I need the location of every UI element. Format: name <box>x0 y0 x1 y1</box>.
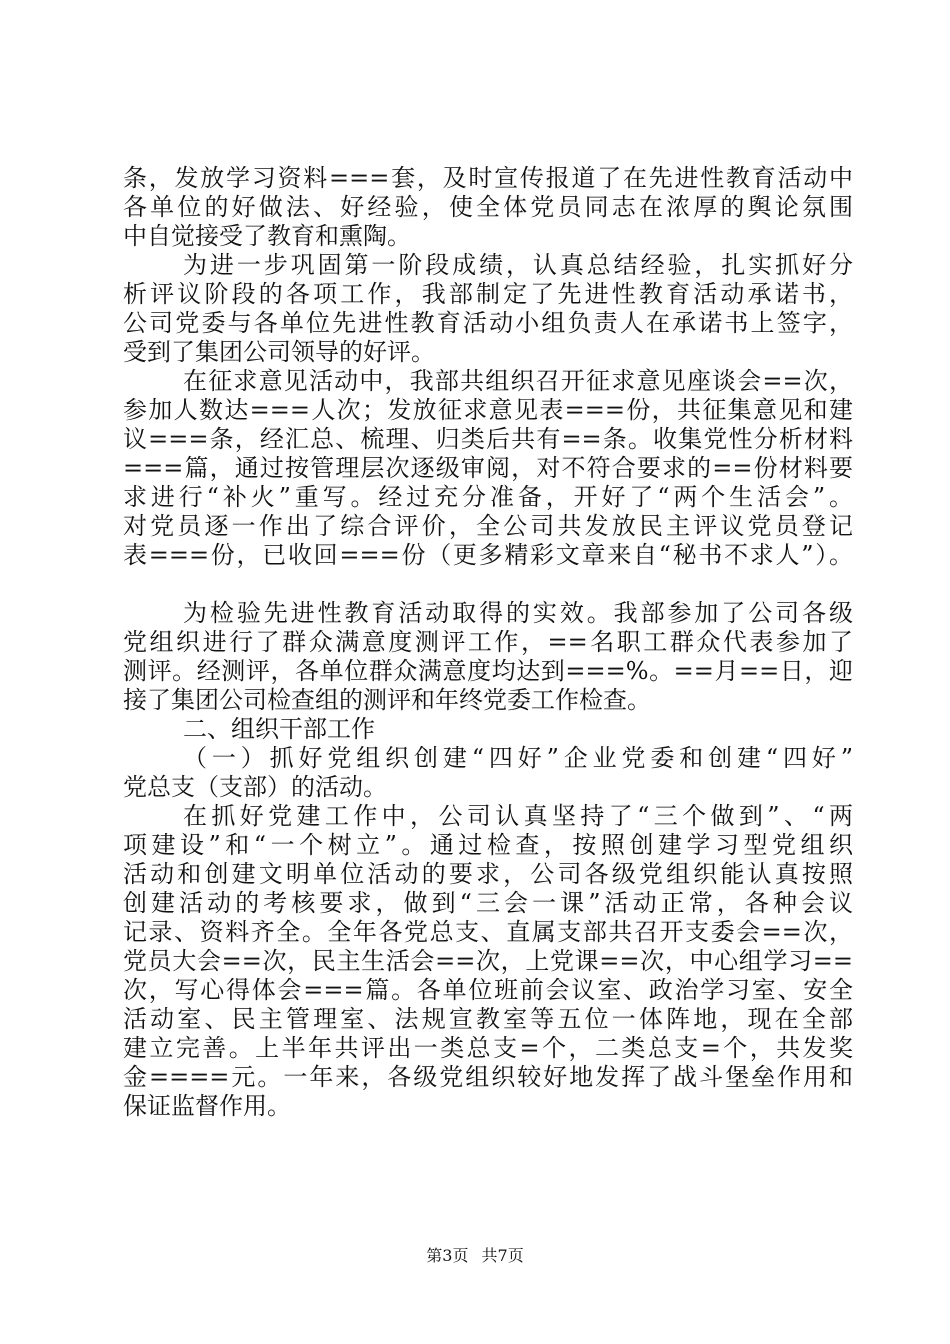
document-body <box>0 164 950 1121</box>
text-line: 受到了集团公司领导的好评。 <box>123 338 435 366</box>
text-line: 求进行“补火”重写。经过充分准备，开好了“两个生活会”。 <box>123 483 853 511</box>
text-line: 记录、资料齐全。全年各党总支、直属支部共召开支委会==次， <box>123 918 853 946</box>
text-line: 金====元。一年来，各级党组织较好地发挥了战斗堡垒作用和 <box>123 1063 853 1091</box>
text-line: 议===条，经汇总、梳理、归类后共有==条。收集党性分析材料 <box>123 425 853 453</box>
text-line: 在征求意见活动中，我部共组织召开征求意见座谈会==次， <box>183 367 853 395</box>
text-line: 表===份，已收回===份（更多精彩文章来自“秘书不求人”）。 <box>123 541 853 569</box>
text-line: 测评。经测评，各单位群众满意度均达到===%。==月==日，迎 <box>123 657 853 685</box>
text-line: 在抓好党建工作中，公司认真坚持了“三个做到”、“两 <box>183 802 853 830</box>
page-footer <box>0 1246 950 1266</box>
section-heading: 二、组织干部工作 <box>183 715 375 743</box>
text-line: 公司党委与各单位先进性教育活动小组负责人在承诺书上签字， <box>123 309 853 337</box>
text-line: 党总支（支部）的活动。 <box>123 773 387 801</box>
text-line: 次，写心得体会===篇。各单位班前会议室、政治学习室、安全 <box>123 976 853 1004</box>
text-line: 对党员逐一作出了综合评价，全公司共发放民主评议党员登记 <box>123 512 853 540</box>
text-line: 析评议阶段的各项工作，我部制定了先进性教育活动承诺书， <box>123 280 853 308</box>
text-line: 党组织进行了群众满意度测评工作，==名职工群众代表参加了 <box>123 628 853 656</box>
text-line: 条，发放学习资料===套，及时宣传报道了在先进性教育活动中 <box>123 164 853 192</box>
text-line: 中自觉接受了教育和熏陶。 <box>123 222 411 250</box>
text-line: （一）抓好党组织创建“四好”企业党委和创建“四好” <box>183 744 853 772</box>
text-line: 建立完善。上半年共评出一类总支=个，二类总支=个，共发奖 <box>123 1034 853 1062</box>
paragraph-gap <box>0 570 950 599</box>
text-line: 创建活动的考核要求，做到“三会一课”活动正常，各种会议 <box>123 889 853 917</box>
text-line: 党员大会==次，民主生活会==次，上党课==次，中心组学习== <box>123 947 853 975</box>
text-line: 活动和创建文明单位活动的要求，公司各级党组织能认真按照 <box>123 860 853 888</box>
text-line: ===篇，通过按管理层次逐级审阅，对不符合要求的==份材料要 <box>123 454 853 482</box>
page-number: 第3页 <box>426 1246 469 1265</box>
text-line: 活动室、民主管理室、法规宣教室等五位一体阵地，现在全部 <box>123 1005 853 1033</box>
text-line: 接了集团公司检查组的测评和年终党委工作检查。 <box>123 686 651 714</box>
text-line: 各单位的好做法、好经验，使全体党员同志在浓厚的舆论氛围 <box>123 193 853 221</box>
text-line: 项建设”和“一个树立”。通过检查，按照创建学习型党组织 <box>123 831 853 859</box>
text-line: 参加人数达===人次；发放征求意见表===份，共征集意见和建 <box>123 396 853 424</box>
text-line: 为进一步巩固第一阶段成绩，认真总结经验，扎实抓好分 <box>183 251 853 279</box>
text-line: 保证监督作用。 <box>123 1092 291 1120</box>
text-line: 为检验先进性教育活动取得的实效。我部参加了公司各级 <box>183 599 853 627</box>
page-total: 共7页 <box>481 1246 524 1265</box>
